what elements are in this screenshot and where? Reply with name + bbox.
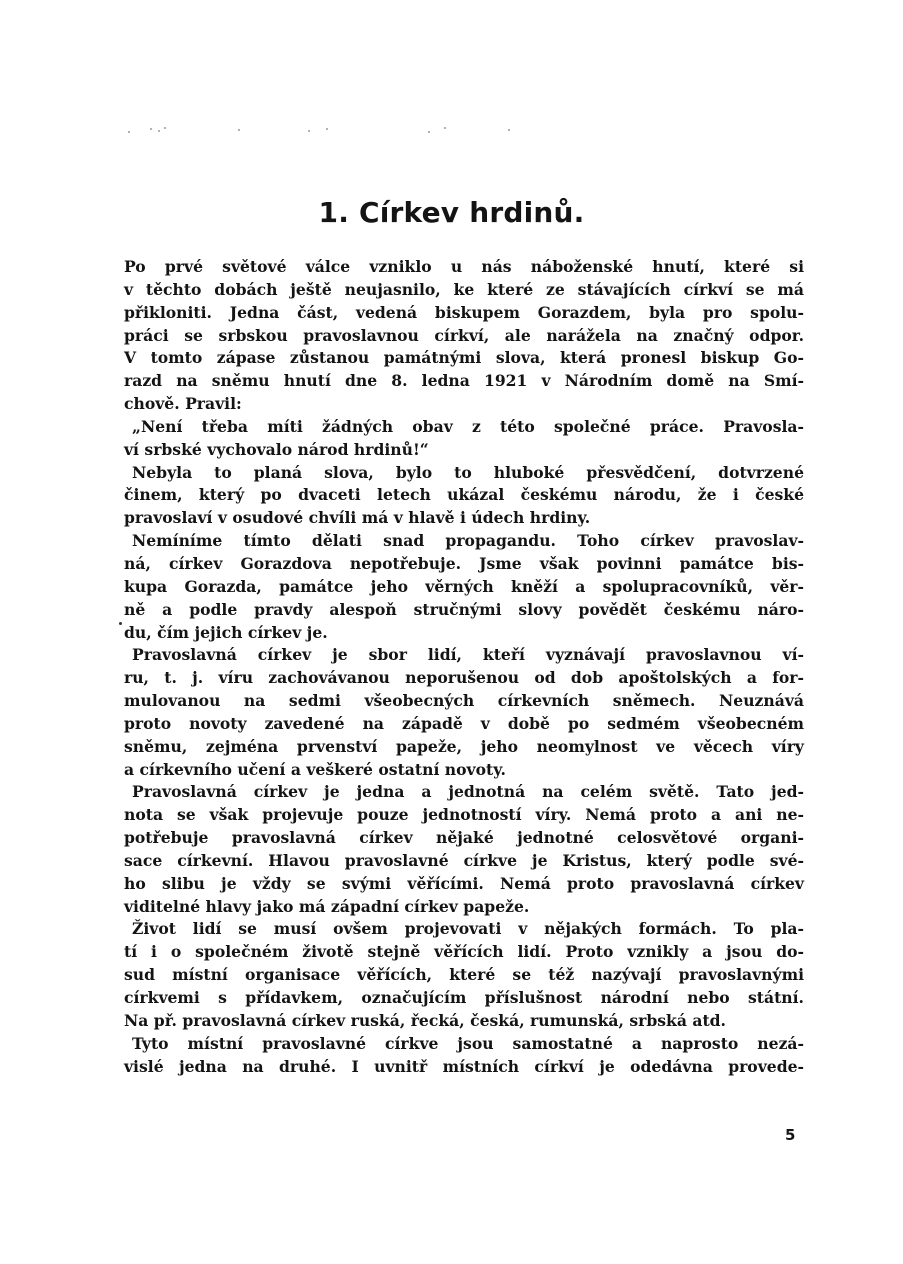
- text-line: Nemíníme tímto dělati snad propagandu. Toho církev pravoslav-: [132, 531, 804, 551]
- text-line: proto novoty zavedené na západě v době po sedmém všeobecném: [124, 713, 804, 733]
- paragraph: [124, 530, 804, 644]
- text-line: kupa Gorazda, památce jeho věrných kněží a spolupracovníků, věr-: [124, 576, 804, 596]
- text-line: tí i o společném životě stejně věřících lidí. Proto vznikly a jsou do-: [124, 942, 804, 962]
- text-line: vislé jedna na druhé. I uvnitř místních církví je odedávna provede-: [124, 1056, 804, 1076]
- text-line: ví srbské vychovalo národ hrdinů!“: [124, 439, 429, 459]
- paragraph: [124, 644, 804, 781]
- paragraph: [124, 1033, 804, 1079]
- text-line: ně a podle pravdy alespoň stručnými slovy povědět českému náro-: [124, 599, 804, 619]
- text-line: Život lidí se musí ovšem projevovati v nějakých formách. To pla-: [132, 919, 804, 939]
- text-line: a církevního učení a veškeré ostatní novoty.: [124, 759, 506, 779]
- text-line: ho slibu je vždy se svými věřícími. Nemá proto pravoslavná církev: [124, 873, 804, 893]
- text-line: pravoslaví v osudové chvíli má v hlavě i údech hrdiny.: [124, 508, 591, 528]
- text-line: sace církevní. Hlavou pravoslavné církve je Kristus, který podle své-: [124, 850, 804, 870]
- text-line: ru, t. j. víru zachovávanou neporušenou od dob apoštolských a for-: [124, 668, 804, 688]
- text-line: Pravoslavná církev je jedna a jednotná na celém světě. Tato jed-: [132, 782, 804, 802]
- text-line: v těchto dobách ještě neujasnilo, ke které ze stávajících církví se má: [124, 279, 804, 299]
- text-line: Nebyla to planá slova, bylo to hluboké přesvědčení, dotvrzené: [132, 462, 804, 482]
- text-line: sud místní organisace věřících, které se též nazývají pravoslavnými: [124, 965, 804, 985]
- body-text: [124, 256, 804, 1078]
- text-line: sněmu, zejména prvenství papeže, jeho neomylnost ve věcech víry: [124, 736, 804, 756]
- text-line: nota se však projevuje pouze jednotností víry. Nemá proto a ani ne-: [124, 805, 804, 825]
- text-line: ná, církev Gorazdova nepotřebuje. Jsme však povinni památce bis-: [124, 553, 804, 573]
- text-line: přikloniti. Jedna část, vedená biskupem Gorazdem, byla pro spolu-: [124, 302, 804, 322]
- text-line: V tomto zápase zůstanou památnými slova, která pronesl biskup Go-: [124, 348, 804, 368]
- text-line: Na př. pravoslavná církev ruská, řecká, česká, rumunská, srbská atd.: [124, 1010, 726, 1030]
- text-line: „Není třeba míti žádných obav z této společné práce. Pravosla-: [132, 416, 804, 436]
- text-line: razd na sněmu hnutí dne 8. ledna 1921 v Národním domě na Smí-: [124, 371, 804, 391]
- text-line: du, čím jejich církev je.: [124, 622, 328, 642]
- margin-mark: [119, 622, 122, 625]
- text-line: práci se srbskou pravoslavnou církví, ale narážela na značný odpor.: [124, 325, 804, 345]
- chapter-title: 1. Církev hrdinů.: [318, 196, 585, 229]
- paragraph: [124, 781, 804, 918]
- text-line: církvemi s přídavkem, označujícím příslušnost národní nebo státní.: [124, 988, 804, 1007]
- text-line: činem, který po dvaceti letech ukázal českému národu, že i české: [124, 485, 804, 505]
- text-line: mulovanou na sedmi všeobecných církevních sněmech. Neuznává: [124, 691, 804, 711]
- scan-specks: [128, 125, 548, 137]
- text-line: Pravoslavná církev je sbor lidí, kteří vyznávají pravoslavnou ví-: [132, 645, 804, 665]
- page-number: 5: [785, 1126, 796, 1144]
- text-line: Po prvé světové válce vzniklo u nás náboženské hnutí, které si: [124, 257, 804, 276]
- paragraph: [124, 918, 804, 1032]
- text-line: Tyto místní pravoslavné církve jsou samostatné a naprosto nezá-: [132, 1033, 804, 1053]
- text-line: viditelné hlavy jako má západní církev papeže.: [124, 896, 530, 916]
- paragraph: [124, 462, 804, 531]
- text-line: chově. Pravil:: [124, 394, 242, 414]
- paragraph: [124, 256, 804, 416]
- text-line: potřebuje pravoslavná církev nějaké jednotné celosvětové organi-: [124, 828, 804, 848]
- paragraph: [124, 416, 804, 462]
